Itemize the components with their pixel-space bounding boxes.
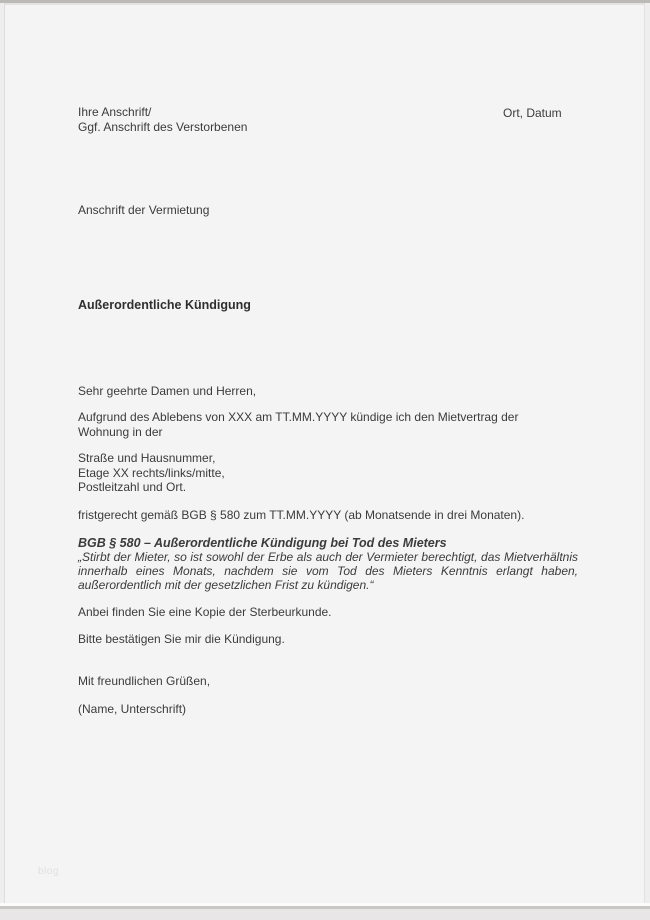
sender-address-line-1: Ihre Anschrift/	[78, 105, 152, 119]
sender-address-line-2: Ggf. Anschrift des Verstorbenen	[78, 119, 248, 134]
signature-placeholder: (Name, Unterschrift)	[78, 702, 187, 716]
law-reference-block	[78, 536, 578, 592]
notice-period-line: fristgerecht gemäß BGB § 580 zum TT.MM.YYYY (ab Monatsende in drei Monaten).	[78, 508, 525, 522]
page-left-edge	[0, 3, 5, 906]
date-placeholder: Ort, Datum	[503, 106, 562, 120]
confirmation-request: Bitte bestätigen Sie mir die Kündigung.	[78, 632, 285, 646]
law-quote: „Stirbt der Mieter, so ist sowohl der Erbe als auch der Vermieter berechtigt, das Mietverhältnis innerhalb eines Monats, nachdem sie vom Tod des Mieters Kenntnis erlangt haben, außerordentlich mit der gesetzlichen Frist zu kündigen.“	[78, 550, 578, 592]
property-address-block	[78, 451, 225, 495]
closing-line: Mit freundlichen Grüßen,	[78, 674, 211, 688]
law-reference-heading: BGB § 580 – Außerordentliche Kündigung bei Tod des Mieters	[78, 536, 447, 550]
property-address-line-1: Straße und Hausnummer,	[78, 451, 216, 465]
page-top-edge-soft	[0, 3, 650, 5]
recipient-address: Anschrift der Vermietung	[78, 203, 210, 217]
watermark: blog	[38, 866, 59, 877]
attachment-note: Anbei finden Sie eine Kopie der Sterbeurkunde.	[78, 605, 332, 619]
property-address-line-3: Postleitzahl und Ort.	[78, 480, 187, 494]
sender-address-block	[78, 105, 247, 134]
intro-paragraph: Aufgrund des Ablebens von XXX am TT.MM.YYYY kündige ich den Mietvertrag der Wohnung in der	[78, 410, 519, 439]
page-bottom-edge	[0, 906, 650, 920]
subject-line: Außerordentliche Kündigung	[78, 298, 251, 312]
property-address-line-2: Etage XX rechts/links/mitte,	[78, 465, 225, 480]
page-right-edge	[644, 3, 650, 906]
salutation: Sehr geehrte Damen und Herren,	[78, 384, 257, 398]
